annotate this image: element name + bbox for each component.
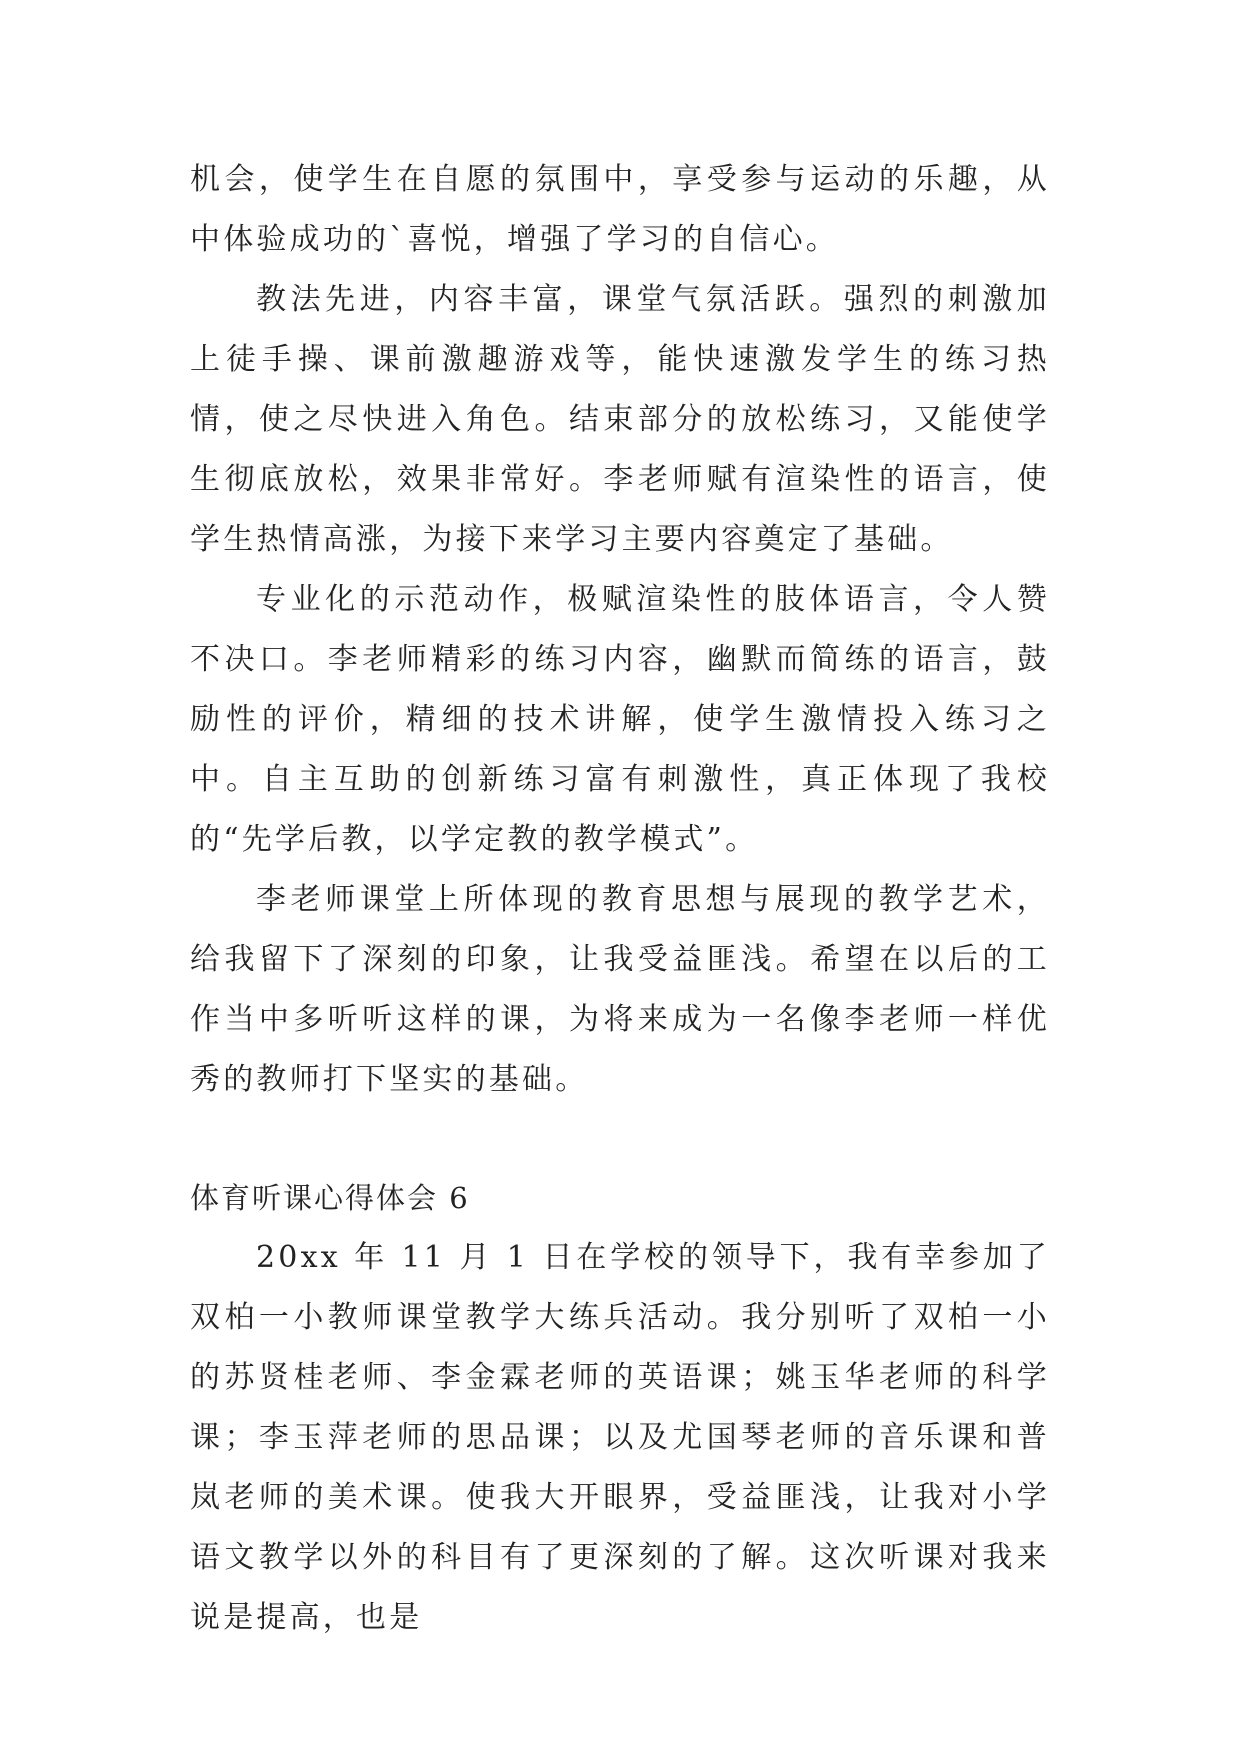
document-page	[190, 150, 1050, 1648]
paragraph-conclusion: 李老师课堂上所体现的教育思想与展现的教学艺术，给我留下了深刻的印象，让我受益匪浅。希望在以后的工作当中多听听这样的课，为将来成为一名像李老师一样优秀的教师打下坚实的基础。	[190, 882, 1050, 1097]
section-heading: 体育听课心得体会 6	[190, 1181, 470, 1215]
paragraph-demonstration: 专业化的示范动作，极赋渲染性的肢体语言，令人赞不决口。李老师精彩的练习内容，幽默而简练的语言，鼓励性的评价，精细的技术讲解，使学生激情投入练习之中。自主互助的创新练习富有刺激性，真正体现了我校的“先学后教，以学定教的教学模式”。	[190, 582, 1050, 857]
section-gap	[190, 1110, 1050, 1168]
paragraph-teaching-method: 教法先进，内容丰富，课堂气氛活跃。强烈的刺激加上徒手操、课前激趣游戏等，能快速激发学生的练习热情，使之尽快进入角色。结束部分的放松练习，又能使学生彻底放松，效果非常好。李老师赋有渲染性的语言，使学生热情高涨，为接下来学习主要内容奠定了基础。	[190, 282, 1050, 557]
paragraph-continuation: 机会，使学生在自愿的氛围中，享受参与运动的乐趣，从中体验成功的`喜悦，增强了学习的自信心。	[190, 162, 1050, 257]
paragraph-intro-section6: 20xx 年 11 月 1 日在学校的领导下，我有幸参加了双柏一小教师课堂教学大练兵活动。我分别听了双柏一小的苏贤桂老师、李金霖老师的英语课；姚玉华老师的科学课；李玉萍老师的思品课；以及尤国琴老师的音乐课和普岚老师的美术课。使我大开眼界，受益匪浅，让我对小学语文教学以外的科目有了更深刻的了解。这次听课对我来说是提高，也是	[190, 1240, 1050, 1635]
